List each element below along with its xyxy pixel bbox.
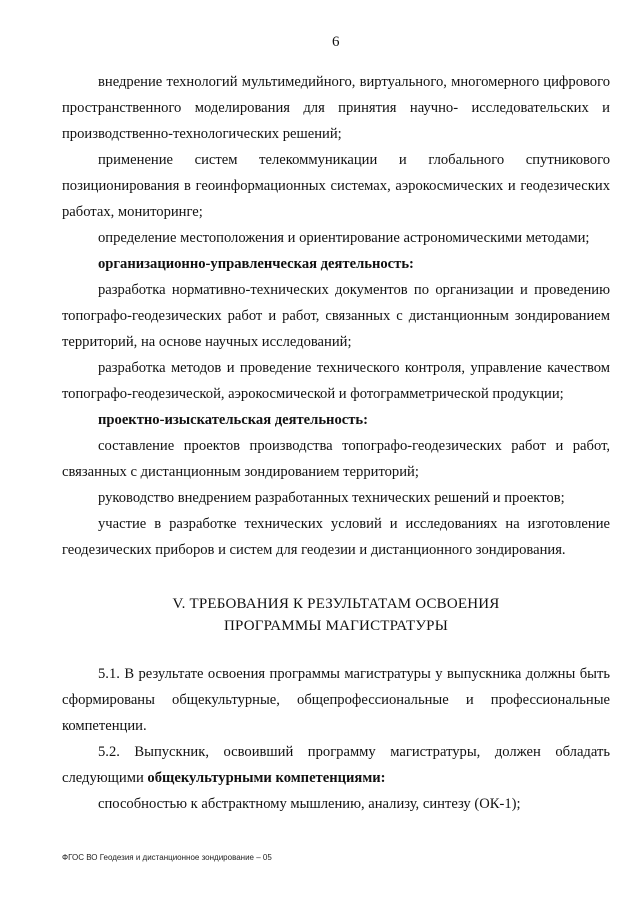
paragraph-normative-docs: разработка нормативно-технических документов по организации и проведению топографо-геодезических работ и работ, связанных с дистанционным зондированием территорий, на основе научных исследований; (62, 282, 610, 350)
section-title (62, 593, 610, 637)
paragraph-instrument-dev: участие в разработке технических условий и исследованиях на изготовление геодезических приборов и систем для геодезии и дистанционного зондирования. (62, 516, 610, 558)
requirement-5-2-text: 5.2. Выпускник, освоивший программу магистратуры, должен обладать следующими (62, 744, 610, 786)
requirement-5-2-bold: общекультурными компетенциями: (147, 770, 386, 786)
paragraph-telecom-gnss: применение систем телекоммуникации и глобального спутникового позиционирования в геоинформационных системах, аэрокосмических и геодезических работах, мониторинге; (62, 152, 610, 220)
section-title-line-2: ПРОГРАММЫ МАГИСТРАТУРЫ (223, 618, 448, 634)
requirement-5-2 (62, 739, 610, 791)
requirement-5-1: 5.1. В результате освоения программы магистратуры у выпускника должны быть сформированы общекультурные, общепрофессиональные и профессиональные компетенции. (62, 666, 610, 734)
paragraph-project-drafting: составление проектов производства топографо-геодезических работ и работ, связанных с дистанционным зондированием территорий; (62, 438, 610, 480)
section-title-line-1: V. ТРЕБОВАНИЯ К РЕЗУЛЬТАТАМ ОСВОЕНИЯ (172, 596, 500, 612)
competence-ok-1: способностью к абстрактному мышлению, анализу, синтезу (ОК-1); (98, 796, 521, 812)
paragraph-quality-control: разработка методов и проведение технического контроля, управление качеством топографо-геодезической, аэрокосмической и фотограмметрической продукции; (62, 360, 610, 402)
heading-design-survey: проектно-изыскательская деятельность: (98, 412, 368, 428)
paragraph-astronomic-methods: определение местоположения и ориентирование астрономическими методами; (98, 230, 590, 246)
page-number: 6 (332, 34, 340, 50)
heading-org-management: организационно-управленческая деятельность: (98, 256, 414, 272)
page-footer: ФГОС ВО Геодезия и дистанционное зондирование – 05 (62, 853, 272, 862)
paragraph-multimedia-tech: внедрение технологий мультимедийного, виртуального, многомерного цифрового пространственного моделирования для принятия научно- исследовательских и производственно-технологических решений; (62, 74, 610, 142)
paragraph-implementation-lead: руководство внедрением разработанных технических решений и проектов; (98, 490, 565, 506)
